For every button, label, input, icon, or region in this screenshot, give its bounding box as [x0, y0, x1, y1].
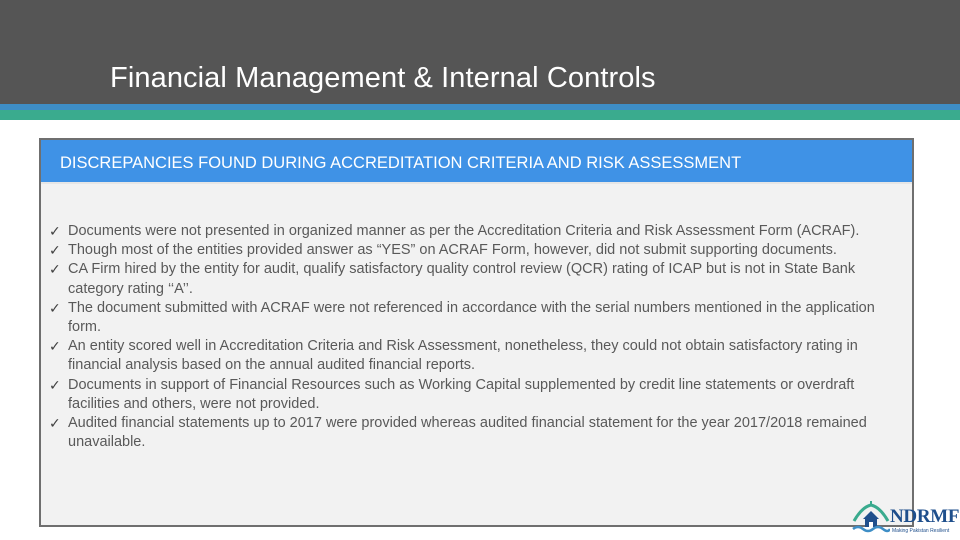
list-item	[48, 376, 900, 414]
list-item-text: Though most of the entities provided answer as “YES” on ACRAF Form, however, did not submit supporting documents.	[68, 242, 837, 259]
house-in-wave-logo-icon	[852, 499, 890, 533]
list-item	[48, 299, 900, 337]
list-item	[48, 241, 900, 260]
check-icon: ✓	[49, 338, 61, 355]
check-icon: ✓	[49, 223, 61, 239]
ndrmf-logo	[852, 497, 960, 537]
panel-heading: DISCREPANCIES FOUND DURING ACCREDITATION CRITERIA AND RISK ASSESSMENT	[60, 154, 742, 172]
list-item-text: Documents in support of Financial Resources such as Working Capital supplemented by credit line statements or overdraft facilities and others, were not provided.	[68, 376, 855, 412]
list-item-text: Documents were not presented in organized manner as per the Accreditation Criteria and Risk Assessment Form (ACRAF).	[68, 223, 860, 239]
list-item	[48, 260, 900, 298]
list-item-text: CA Firm hired by the entity for audit, qualify satisfactory quality control review (QCR) rating of ICAP but is not in State Bank category rating ‘‘A’’.	[68, 261, 856, 297]
logo-wordmark: NDRMF	[890, 506, 960, 527]
check-icon: ✓	[49, 242, 61, 259]
header-stripe-green	[0, 110, 960, 120]
list-item	[48, 222, 900, 241]
check-icon: ✓	[49, 415, 61, 432]
discrepancy-list	[48, 222, 900, 452]
list-item	[48, 414, 900, 452]
check-icon: ✓	[49, 261, 61, 278]
list-item-text: Audited financial statements up to 2017 were provided whereas audited financial statement for the year 2017/2018 remained unavailable.	[68, 415, 867, 451]
list-item-text: The document submitted with ACRAF were not referenced in accordance with the serial numbers mentioned in the application form.	[68, 299, 875, 336]
check-icon: ✓	[49, 299, 61, 316]
slide-title: Financial Management & Internal Controls	[110, 62, 656, 94]
list-item-text: An entity scored well in Accreditation Criteria and Risk Assessment, nonetheless, they could not obtain satisfactory rating in financial analysis based on the annual audited financial reports.	[68, 338, 858, 374]
logo-tagline: Making Pakistan Resilient	[892, 528, 950, 534]
panel-header	[41, 140, 912, 184]
list-item	[48, 337, 900, 375]
check-icon: ✓	[49, 376, 61, 393]
